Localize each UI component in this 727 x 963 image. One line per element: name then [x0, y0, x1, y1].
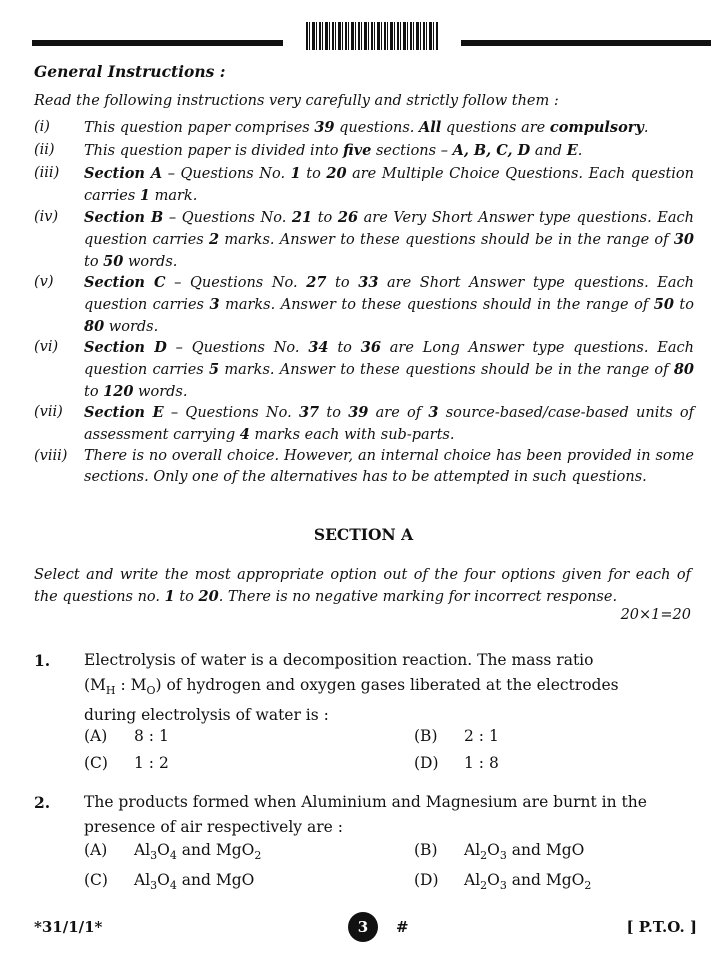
option[interactable]: (C) $Al_3O_4$ and MgO	[84, 871, 255, 893]
paper-code: *31/1/1*	[34, 918, 103, 936]
instruction-item: (v) Section C – Questions No. 27 to 33 are Short Answer type questions. Each question carries 3 marks. Answer to these questions should in the range of 50 to 80 words.	[34, 274, 694, 335]
option[interactable]: (D) $Al_2O_3$ and MgO$_2$	[414, 871, 592, 893]
barcode	[306, 22, 438, 50]
option[interactable]: (B) 2 : 1	[414, 727, 499, 745]
option[interactable]: (B) $Al_2O_3$ and MgO	[414, 841, 585, 863]
question	[34, 648, 694, 728]
option[interactable]: (A) $Al_3O_4$ and MgO$_2$	[84, 841, 262, 863]
question-text: Electrolysis of water is a decomposition reaction. The mass ratio ($M_H$ : $M_O$) of hydrogen and oxygen gases liberated at the electrodes during electrolysis of water is :	[84, 651, 619, 725]
instruction-item: (vii) Section E – Questions No. 37 to 39 are of 3 source-based/case-based units of assessment carrying 4 marks each with sub-parts.	[34, 404, 694, 443]
instruction-item: (i) This question paper comprises 39 questions. All questions are compulsory.	[34, 119, 649, 136]
instruction-item: (ii) This question paper is divided into five sections – A, B, C, D and E.	[34, 142, 583, 159]
instructions-intro: Read the following instructions very carefully and strictly follow them :	[34, 93, 559, 109]
question	[34, 790, 694, 840]
hash-mark: #	[396, 918, 409, 936]
section-description: Select and write the most appropriate option out of the four options given for each of the questions no. 1 to 20. There is no negative marking for incorrect response.	[34, 567, 691, 605]
instruction-item: (iv) Section B – Questions No. 21 to 26 are Very Short Answer type questions. Each question carries 2 marks. Answer to these questions should be in the range of 30 to 50 words.	[34, 209, 694, 270]
header-rule-right	[461, 40, 711, 46]
pto-label: [ P.T.O. ]	[626, 918, 697, 936]
question-text: The products formed when Aluminium and Magnesium are burnt in the presence of air respectively are :	[84, 793, 647, 836]
header-rule-left	[32, 40, 283, 46]
instruction-item: (iii) Section A – Questions No. 1 to 20 are Multiple Choice Questions. Each question carries 1 mark.	[34, 165, 694, 204]
option[interactable]: (D) 1 : 8	[414, 754, 499, 772]
page-number-badge: 3	[348, 912, 378, 942]
option[interactable]: (A) 8 : 1	[84, 727, 169, 745]
section-heading: SECTION A	[313, 525, 414, 544]
instruction-item: (vi) Section D – Questions No. 34 to 36 are Long Answer type questions. Each question carries 5 marks. Answer to these questions should be in the range of 80 to 120 words.	[34, 339, 694, 400]
section-marks: 20×1=20	[620, 607, 691, 623]
question-number: 1.	[34, 651, 51, 670]
instruction-item: (viii) There is no overall choice. However, an internal choice has been provided in some sections. Only one of the alternatives has to be attempted in such questions.	[34, 448, 694, 485]
question-number: 2.	[34, 793, 51, 812]
option[interactable]: (C) 1 : 2	[84, 754, 169, 772]
instructions-title: General Instructions :	[34, 62, 226, 81]
